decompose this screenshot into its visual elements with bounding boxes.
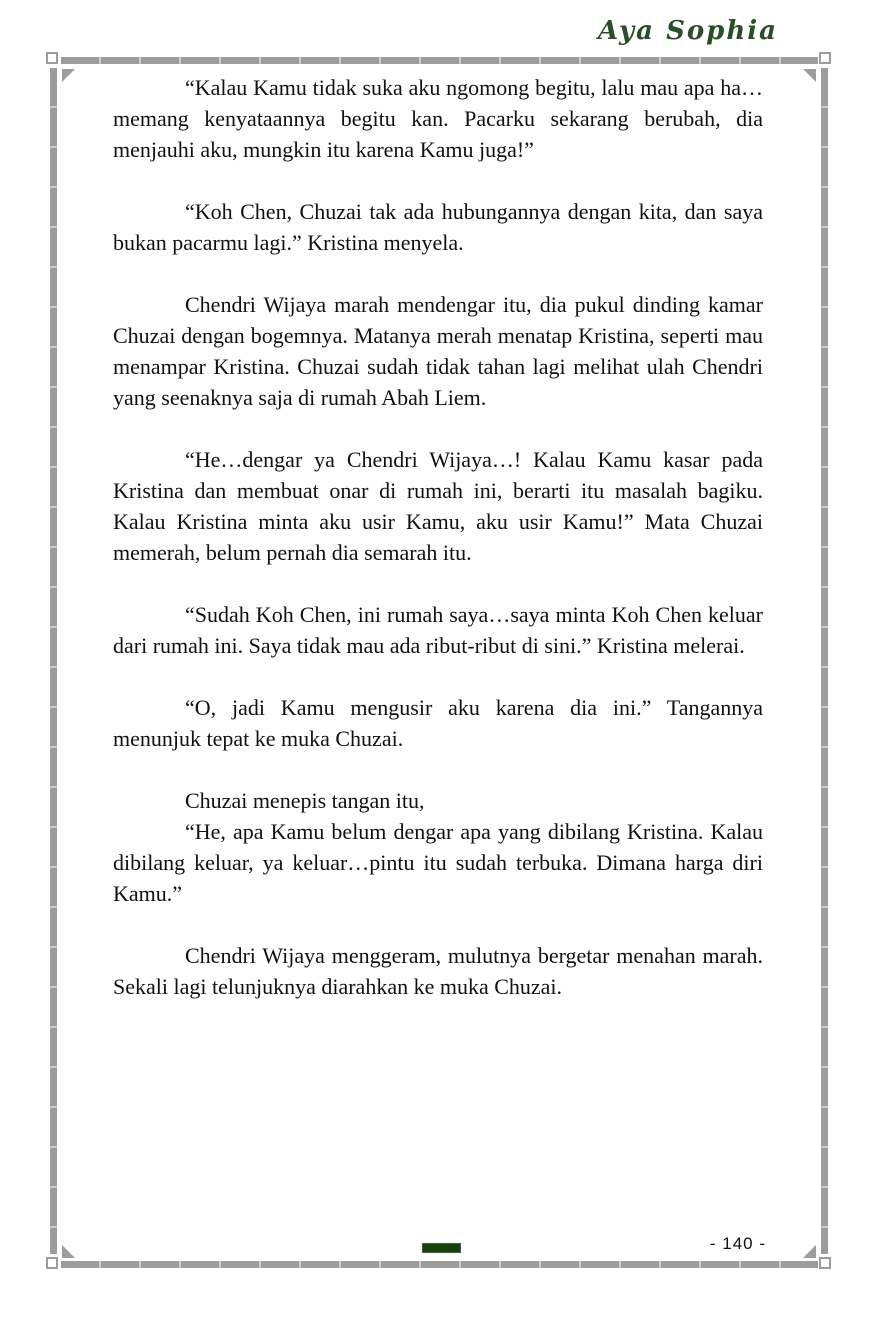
- paragraph: Chuzai menepis tangan itu,: [185, 788, 425, 813]
- frame-corner-square-top-left: [46, 52, 58, 64]
- paragraph: “O, jadi Kamu mengusir aku karena dia ini.” Tangannya menunjuk tepat ke muka Chuzai.: [113, 695, 763, 751]
- frame-bottom-bar: [61, 1261, 818, 1268]
- paragraph: Chendri Wijaya menggeram, mulutnya bergetar menahan marah. Sekali lagi telunjuknya diarahkan ke muka Chuzai.: [113, 943, 763, 999]
- frame-corner-square-top-right: [819, 52, 831, 64]
- frame-corner-square-bottom-right: [819, 1257, 831, 1269]
- corner-arrow-icon-bottom-left: [62, 1245, 75, 1258]
- section-divider-ornament: [422, 1243, 461, 1253]
- paragraph: “Kalau Kamu tidak suka aku ngomong begitu, lalu mau apa ha…memang kenyataannya begitu kan. Pacarku sekarang berubah, dia menjauhi aku, mungkin itu karena Kamu juga!”: [113, 75, 763, 162]
- corner-arrow-icon-top-left: [62, 69, 75, 82]
- page-number: - 140 -: [709, 1234, 766, 1253]
- paragraph: “Sudah Koh Chen, ini rumah saya…saya minta Koh Chen keluar dari rumah ini. Saya tidak mau ada ribut-ribut di sini.” Kristina melerai.: [113, 602, 763, 658]
- paragraph: Chendri Wijaya marah mendengar itu, dia pukul dinding kamar Chuzai dengan bogemnya. Matanya merah menatap Kristina, seperti mau menampar Kristina. Chuzai sudah tidak tahan lagi melihat ulah Chendri yang seenaknya saja di rumah Abah Liem.: [113, 292, 763, 410]
- frame-left-bar: [50, 68, 57, 1254]
- frame-right-bar: [821, 68, 828, 1254]
- paragraph: “Koh Chen, Chuzai tak ada hubungannya dengan kita, dan saya bukan pacarmu lagi.” Kristina menyela.: [113, 199, 763, 255]
- page-body: [113, 72, 763, 1033]
- frame-corner-square-bottom-left: [46, 1257, 58, 1269]
- frame-top-bar: [61, 57, 818, 64]
- paragraph: “He…dengar ya Chendri Wijaya…! Kalau Kamu kasar pada Kristina dan membuat onar di rumah ini, berarti itu masalah bagiku. Kalau Kristina minta aku usir Kamu, aku usir Kamu!” Mata Chuzai memerah, belum pernah dia semarah itu.: [113, 447, 763, 565]
- corner-arrow-icon-bottom-right: [803, 1245, 816, 1258]
- page-header-title: Aya Sophia: [597, 16, 778, 46]
- corner-arrow-icon-top-right: [803, 69, 816, 82]
- paragraph: “He, apa Kamu belum dengar apa yang dibilang Kristina. Kalau dibilang keluar, ya keluar…pintu itu sudah terbuka. Dimana harga diri Kamu.”: [113, 819, 763, 906]
